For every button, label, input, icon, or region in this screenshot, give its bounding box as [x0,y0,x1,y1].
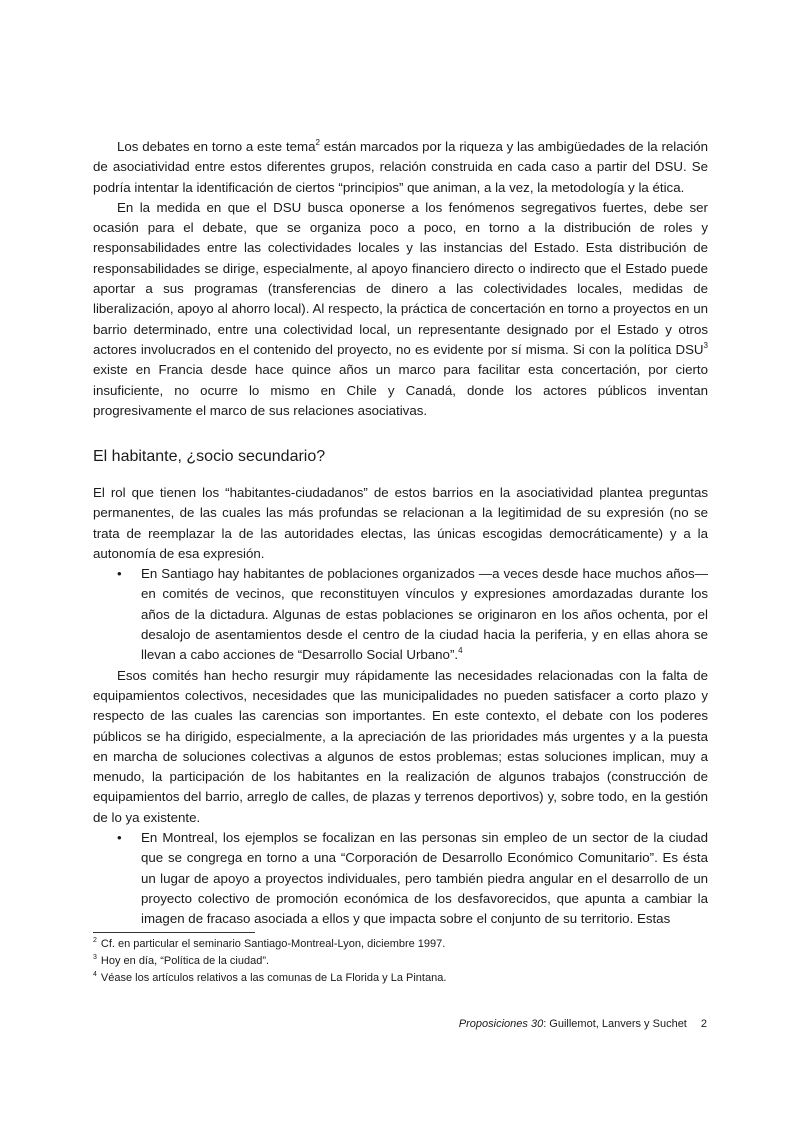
page-footer [459,1017,707,1031]
journal-title: Proposiciones 30 [458,1018,544,1030]
footnote-ref-4[interactable]: 4 [458,646,463,656]
footnote-ref-2[interactable]: 2 [315,138,320,147]
paragraph-3: El rol que tienen los “habitantes-ciudadanos” de estos barrios en la asociatividad plantea preguntas permanentes, de las cuales las más profundas se relacionan a la legitimidad de su expresión (no se trata de reemplazar la de las autoridades electas, las únicas escogidas democráticamente) y a la autonomía de esa expresión. [93,485,708,561]
footnote-2: $^2$ Cf. en particular el seminario Santiago-Montreal-Lyon, diciembre 1997. [93,937,446,950]
section-heading: El habitante, ¿socio secundario? [93,448,326,465]
body-top [93,137,708,421]
bullet-item-montreal: • En Montreal, los ejemplos se focalizan en las personas sin empleo de un sector de la ciudad que se congrega en torno a una “Corporación de Desarrollo Económico Comunitario”. Es ésta un lugar de apoyo a proyectos individuales, pero también piedra angular en el desarrollo de un proyecto colectivo de promoción económica de los desfavorecidos, que apunta a cambiar la imagen de fracaso asociada a ellos y que impacta sobre el conjunto de su territorio. Estas [117,830,708,927]
bullet-glyph: • [117,566,122,582]
bullet-glyph: • [117,830,122,846]
footnotes [93,936,708,987]
paragraph-2: En la medida en que el DSU busca oponerse a los fenómenos segregativos fuertes, debe ser ocasión para el debate, que se organiza poco a poco, en torno a la distribución de roles y responsabilidades entre las colectividades locales y las instancias del Estado. Esta distribución de responsabilidades se dirige, especialmente, al apoyo financiero directo o indirecto que el Estado puede aportar a sus programas (transferencias de dinero a las colectividades locales, medidas de liberalización, apoyo al ahorro local). Al respecto, la práctica de concertación en torno a proyectos en un barrio determinado, entre una colectividad local, un representante designado por el Estado y otros actores involucrados en el contenido del proyecto, no es evidente por sí misma. Si con la política DSU$^3$ existe en Francia desde hace quince años un marco para facilitar esta concertación, por cierto insuficiente, no ocurre lo mismo en Chile y Canadá, donde los actores públicos inventan progresivamente el marco de sus relaciones asociativas. [93,199,708,418]
footnote-3: $^3$ Hoy en día, “Política de la ciudad”. [93,954,270,967]
body-section [93,483,708,930]
footnote-4: $^4$ Véase los artículos relativos a las comunas de La Florida y La Pintana. [93,971,447,984]
page-number: 2 [700,1018,707,1030]
footer-authors: : Guillemot, Lanvers y Suchet [543,1018,687,1030]
paragraph-4: Esos comités han hecho resurgir muy rápidamente las necesidades relacionadas con la falta de equipamientos colectivos, necesidades que las municipalidades no pueden satisfacer a corto plazo y respecto de las cuales las carencias son importantes. En este contexto, el debate con los poderes públicos se ha dirigido, especialmente, a la apreciación de las prioridades más urgentes y a la puesta en marcha de soluciones colectivas a algunos de estos problemas; estas soluciones implican, muy a menudo, la participación de los habitantes en la realización de algunos trabajos (construcción de equipamientos del barrio, arreglo de calles, de plazas y terrenos deportivos) y, sobre todo, en la gestión de lo ya existente. [93,667,708,825]
bullet-item-santiago: • En Santiago hay habitantes de poblaciones organizados —a veces desde hace muchos años— en comités de vecinos, que reconstituyen vínculos y expresiones amordazadas durante los años de la dictadura. Algunas de estas poblaciones se originaron en los años ochenta, por el desalojo de asentamientos desde el centro de la ciudad hacia la periferia, y en ellas ahora se llevan a cabo acciones de “Desarrollo Social Urbano”.$^4$ [117,566,708,663]
footnote-ref-3[interactable]: 3 [703,340,708,350]
paragraph-1: Los debates en torno a este tema$^2$ están marcados por la riqueza y las ambigüedades de la relación de asociatividad entre estos diferentes grupos, relación construida en cada caso a partir del DSU. Se podría intentar la identificación de ciertos “principios” que animan, a la vez, la metodología y la ética. [93,138,709,195]
footnote-divider [93,932,255,933]
